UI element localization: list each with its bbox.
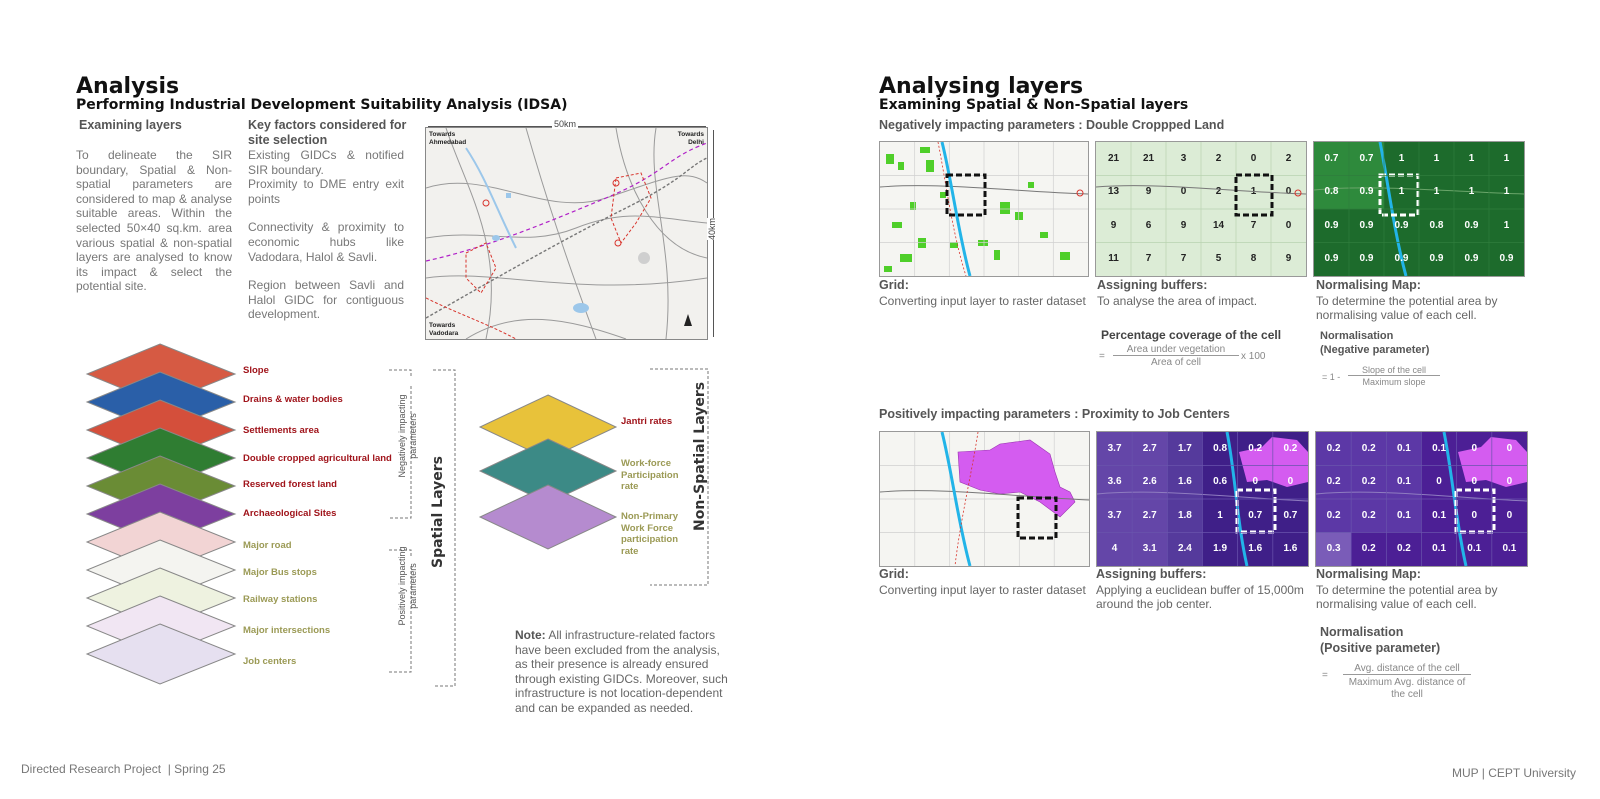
neg-norm-cell-r0-c4: 1 xyxy=(1468,152,1475,164)
neg-norm-cell-r0-c3: 1 xyxy=(1433,152,1440,164)
pos-grid-drawing xyxy=(880,432,1089,566)
pos-buffer-cell-r0-c3: 0.8 xyxy=(1213,442,1228,454)
examining-layers-text: To delineate the SIR boundary, Spatial & Non-spatial parameters are considered to map & analyse suitable areas. Within the selected 50×40 sq.km. area various spatial & non-spatial layers are analysed to know its impact & select the potential site. xyxy=(76,148,232,294)
pos-buffer-cell-r1-c5: 0 xyxy=(1287,476,1294,488)
page-title-analysing-layers: Analysing layers xyxy=(879,74,1084,99)
neg-norm-prefix: = 1 - xyxy=(1322,372,1341,382)
nonspatial-layers-title: Non-Spatial Layers xyxy=(692,381,708,531)
pos-norm-cell-r0-c3: 0.1 xyxy=(1432,442,1447,454)
pos-buffer-cell-r0-c4: 0.2 xyxy=(1248,442,1263,454)
neg-buffer-cell-r2-c4: 7 xyxy=(1250,219,1257,231)
neg-buffer-cell-r1-c5: 0 xyxy=(1285,186,1292,198)
layer-label-nonprimary: Non-Primary Work Force participation rate xyxy=(621,511,679,557)
pos-norm-cell-r1-c4: 0 xyxy=(1471,476,1478,488)
neg-buffer-cell-r0-c3: 2 xyxy=(1215,152,1222,164)
examining-layers-heading: Examining layers xyxy=(79,118,182,132)
neg-norm-cell-r0-c0: 0.7 xyxy=(1324,152,1339,164)
pos-norm-cell-r3-c4: 0.1 xyxy=(1467,543,1482,555)
note-label: Note: xyxy=(515,628,546,642)
neg-norm-cell-r2-c0: 0.9 xyxy=(1324,219,1339,231)
neg-norm-cell-r2-c3: 0.8 xyxy=(1429,219,1444,231)
pos-norm-cell-r1-c3: 0 xyxy=(1436,476,1442,488)
key-factor-2: Proximity to DME entry exit points xyxy=(248,177,404,206)
neg-norm-denominator: Maximum slope xyxy=(1362,377,1426,387)
neg-norm-cell-r2-c1: 0.9 xyxy=(1359,219,1374,231)
towards-delhi-label: Towards Delhi xyxy=(677,131,704,146)
neg-buffer-cell-r3-c0: 11 xyxy=(1108,253,1119,265)
pos-buffer-cell-r2-c2: 1.8 xyxy=(1177,509,1192,521)
towards-ahmedabad-label: Towards Ahmedabad xyxy=(429,131,467,146)
pos-norm-cell-r2-c0: 0.2 xyxy=(1326,509,1341,521)
page-subtitle-idsa: Performing Industrial Development Suitability Analysis (IDSA) xyxy=(76,97,568,113)
pos-norm-cell-r3-c2: 0.2 xyxy=(1396,543,1411,555)
neg-buffer-cell-r0-c5: 2 xyxy=(1285,152,1292,164)
neg-params-vertical: Negatively impacting parameters xyxy=(397,394,418,478)
pos-norm-cell-r1-c5: 0 xyxy=(1506,476,1513,488)
neg-buffer-grid xyxy=(1095,141,1307,277)
neg-buffer-cell-r3-c3: 5 xyxy=(1215,253,1222,265)
neg-buffer-cell-r3-c2: 7 xyxy=(1180,253,1187,265)
pos-normalisation-title: Normalisation xyxy=(1320,625,1404,639)
pos-norm-cell-r0-c1: 0.2 xyxy=(1361,442,1376,454)
pos-norm-cell-r3-c1: 0.2 xyxy=(1361,543,1376,555)
pos-buffer-cell-r1-c1: 2.6 xyxy=(1142,476,1157,488)
pos-norm-equals: = xyxy=(1322,670,1328,681)
key-factors-text xyxy=(248,148,404,322)
pos-norm-cell-r3-c3: 0.1 xyxy=(1432,543,1447,555)
page-subtitle-examining: Examining Spatial & Non-Spatial layers xyxy=(879,97,1189,113)
pos-buffer-cell-r3-c4: 1.6 xyxy=(1248,543,1263,555)
layer-label-workforce: Work-force Participation rate xyxy=(621,458,679,492)
neg-norm-cell-r1-c0: 0.8 xyxy=(1324,186,1339,198)
pos-buffer-grid xyxy=(1096,431,1309,567)
pos-section-heading: Positively impacting parameters : Proximity to Job Centers xyxy=(879,407,1230,421)
neg-buffer-caption-text: To analyse the area of impact. xyxy=(1097,294,1258,308)
neg-buffer-cell-r1-c4: 1 xyxy=(1250,186,1257,198)
pos-norm-denominator: Maximum Avg. distance of the cell xyxy=(1348,677,1466,700)
neg-norm-cell-r2-c5: 1 xyxy=(1503,219,1510,231)
pos-grid-map xyxy=(879,431,1090,567)
pos-params-vertical: Positively impacting parameters xyxy=(397,546,418,626)
pct-numerator: Area under vegetation xyxy=(1113,344,1239,356)
neg-norm-cell-r1-c1: 0.9 xyxy=(1359,186,1374,198)
nonspatial-layer-stack xyxy=(478,393,618,553)
pos-buffer-cell-r2-c5: 0.7 xyxy=(1283,509,1298,521)
key-factor-1: Existing GIDCs & notified SIR boundary. xyxy=(248,148,404,177)
neg-buffer-cell-r2-c1: 6 xyxy=(1145,219,1152,231)
site-context-map xyxy=(425,127,708,340)
pos-norm-cell-r1-c0: 0.2 xyxy=(1326,476,1341,488)
scale-label-y: 40km xyxy=(707,217,718,241)
pos-buffer-cell-r1-c3: 0.6 xyxy=(1213,476,1228,488)
neg-norm-cell-r3-c3: 0.9 xyxy=(1429,253,1444,265)
pos-buffer-cell-r2-c3: 1 xyxy=(1217,509,1223,521)
pos-norm-cell-r3-c5: 0.1 xyxy=(1502,543,1517,555)
pos-buffer-cell-r0-c1: 2.7 xyxy=(1142,442,1157,454)
neg-norm-cell-r3-c4: 0.9 xyxy=(1464,253,1479,265)
pos-buffer-cell-r3-c5: 1.6 xyxy=(1283,543,1298,555)
pos-buffer-cell-r3-c0: 4 xyxy=(1111,543,1118,555)
spatial-layer-stack xyxy=(85,340,240,720)
neg-norm-cell-r2-c2: 0.9 xyxy=(1394,219,1409,231)
pos-grid-caption-title: Grid: xyxy=(879,567,909,581)
pos-buffer-cell-r3-c3: 1.9 xyxy=(1213,543,1228,555)
neg-norm-caption-text: To determine the potential area by normalising value of each cell. xyxy=(1316,294,1498,322)
key-factor-4: Region between Savli and Halol GIDC for contiguous development. xyxy=(248,278,404,322)
pos-buffer-caption-text: Applying a euclidean buffer of 15,000m around the job center. xyxy=(1096,583,1304,611)
neg-norm-cell-r1-c4: 1 xyxy=(1468,186,1475,198)
note-text: All infrastructure-related factors have been excluded from the analysis, as their presence is already ensured through existing GIDCs. Moreover, such infrastructure is not location-dependent and can be expanded as needed. xyxy=(515,628,728,715)
neg-norm-cell-r1-c2: 1 xyxy=(1398,186,1405,198)
page-title-analysis: Analysis xyxy=(76,74,180,99)
pos-norm-cell-r0-c0: 0.2 xyxy=(1326,442,1341,454)
neg-buffer-cell-r3-c4: 8 xyxy=(1250,253,1257,265)
neg-norm-caption-title: Normalising Map: xyxy=(1316,278,1421,292)
pos-norm-cell-r2-c4: 0 xyxy=(1471,509,1478,521)
neg-buffer-cell-r2-c5: 0 xyxy=(1285,219,1292,231)
pos-buffer-cell-r3-c2: 2.4 xyxy=(1177,543,1192,555)
neg-normalisation-subtitle: (Negative parameter) xyxy=(1320,344,1430,356)
pos-buffer-caption-title: Assigning buffers: xyxy=(1096,567,1207,581)
pos-norm-cell-r3-c0: 0.3 xyxy=(1326,543,1341,555)
neg-buffer-cell-r1-c3: 2 xyxy=(1215,186,1222,198)
layer-label-jantri: Jantri rates xyxy=(621,416,673,427)
neg-buffer-overlay xyxy=(1096,142,1306,276)
neg-buffer-cell-r0-c2: 3 xyxy=(1180,152,1187,164)
pos-normalised-grid xyxy=(1315,431,1528,567)
pos-norm-cell-r0-c5: 0 xyxy=(1506,442,1513,454)
neg-buffer-cell-r2-c3: 14 xyxy=(1212,219,1225,231)
footer-right: MUP | CEPT University xyxy=(1451,766,1576,780)
pos-grid-caption-text: Converting input layer to raster dataset xyxy=(879,583,1086,597)
neg-buffer-caption-title: Assigning buffers: xyxy=(1097,278,1208,292)
neg-normalisation-title: Normalisation xyxy=(1320,330,1394,342)
pct-equals: = xyxy=(1099,351,1105,362)
neg-norm-numerator: Slope of the cell xyxy=(1348,365,1440,376)
site-map-drawing xyxy=(426,128,707,339)
neg-grid-caption-text: Converting input layer to raster dataset xyxy=(879,294,1086,308)
pos-buffer-cell-r1-c2: 1.6 xyxy=(1177,476,1192,488)
neg-buffer-cell-r3-c1: 7 xyxy=(1145,253,1152,265)
pos-norm-cell-r2-c5: 0 xyxy=(1506,509,1513,521)
neg-buffer-cell-r2-c0: 9 xyxy=(1110,219,1117,231)
pos-norm-cell-r1-c1: 0.2 xyxy=(1361,476,1376,488)
neg-buffer-cell-r1-c2: 0 xyxy=(1180,186,1187,198)
pos-buffer-cell-r3-c1: 3.1 xyxy=(1142,543,1157,555)
neg-buffer-cell-r0-c0: 21 xyxy=(1107,152,1120,164)
pos-norm-caption-title: Normalising Map: xyxy=(1316,567,1421,581)
pos-buffer-cell-r1-c4: 0 xyxy=(1252,476,1259,488)
neg-buffer-cell-r2-c2: 9 xyxy=(1180,219,1187,231)
neg-norm-cell-r2-c4: 0.9 xyxy=(1464,219,1479,231)
neg-section-heading: Negatively impacting parameters : Double Croppped Land xyxy=(879,118,1225,132)
neg-norm-cell-r3-c5: 0.9 xyxy=(1499,253,1514,265)
neg-buffer-cell-r1-c1: 9 xyxy=(1145,186,1152,198)
neg-grid-drawing xyxy=(880,142,1088,276)
neg-buffer-cell-r0-c4: 0 xyxy=(1250,152,1257,164)
pct-coverage-title: Percentage coverage of the cell xyxy=(1101,328,1282,342)
pos-norm-numerator: Avg. distance of the cell xyxy=(1343,663,1471,675)
neg-norm-cell-r1-c3: 1 xyxy=(1433,186,1440,198)
towards-vadodara-label: Towards Vadodara xyxy=(429,322,459,337)
footer-left: Directed Research Project | Spring 25 xyxy=(21,762,226,776)
pos-norm-cell-r1-c2: 0.1 xyxy=(1396,476,1411,488)
neg-norm-cell-r0-c1: 0.7 xyxy=(1359,152,1374,164)
pct-multiplier: x 100 xyxy=(1241,351,1266,362)
neg-norm-cell-r0-c5: 1 xyxy=(1503,152,1510,164)
pos-norm-caption-text: To determine the potential area by normalising value of each cell. xyxy=(1316,583,1498,611)
pos-norm-cell-r2-c3: 0.1 xyxy=(1432,509,1447,521)
neg-buffer-cell-r1-c0: 13 xyxy=(1107,186,1120,198)
neg-grid-map xyxy=(879,141,1089,277)
scale-label-x: 50km xyxy=(554,119,577,129)
pos-norm-cell-r0-c2: 0.1 xyxy=(1396,442,1411,454)
neg-norm-cell-r1-c5: 1 xyxy=(1503,186,1510,198)
neg-norm-cell-r3-c2: 0.9 xyxy=(1394,253,1409,265)
neg-normalised-grid xyxy=(1313,141,1525,277)
pos-normalisation-subtitle: (Positive parameter) xyxy=(1320,641,1441,655)
neg-norm-cell-r0-c2: 1 xyxy=(1398,152,1405,164)
pos-buffer-cell-r0-c5: 0.2 xyxy=(1283,442,1298,454)
neg-buffer-cell-r0-c1: 21 xyxy=(1142,152,1155,164)
pos-buffer-cell-r0-c2: 1.7 xyxy=(1177,442,1192,454)
key-factors-heading: Key factors considered for site selection xyxy=(248,118,407,147)
pos-buffer-cell-r0-c0: 3.7 xyxy=(1107,442,1122,454)
neg-norm-cell-r3-c1: 0.9 xyxy=(1359,253,1374,265)
spatial-layers-title: Spatial Layers xyxy=(430,456,446,568)
neg-norm-cell-r3-c0: 0.9 xyxy=(1324,253,1339,265)
infrastructure-note xyxy=(515,628,729,716)
pos-buffer-cell-r2-c0: 3.7 xyxy=(1107,509,1122,521)
pos-norm-cell-r2-c1: 0.2 xyxy=(1361,509,1376,521)
pos-norm-cell-r2-c2: 0.1 xyxy=(1396,509,1411,521)
pos-norm-cell-r0-c4: 0 xyxy=(1471,442,1478,454)
pos-buffer-cell-r2-c4: 0.7 xyxy=(1248,509,1263,521)
neg-buffer-cell-r3-c5: 9 xyxy=(1285,253,1292,265)
pos-buffer-cell-r1-c0: 3.6 xyxy=(1107,476,1122,488)
pct-denominator: Area of cell xyxy=(1150,357,1202,368)
neg-grid-caption-title: Grid: xyxy=(879,278,909,292)
pos-buffer-cell-r2-c1: 2.7 xyxy=(1142,509,1157,521)
key-factor-3: Connectivity & proximity to economic hubs like Vadodara, Halol & Savli. xyxy=(248,220,404,264)
